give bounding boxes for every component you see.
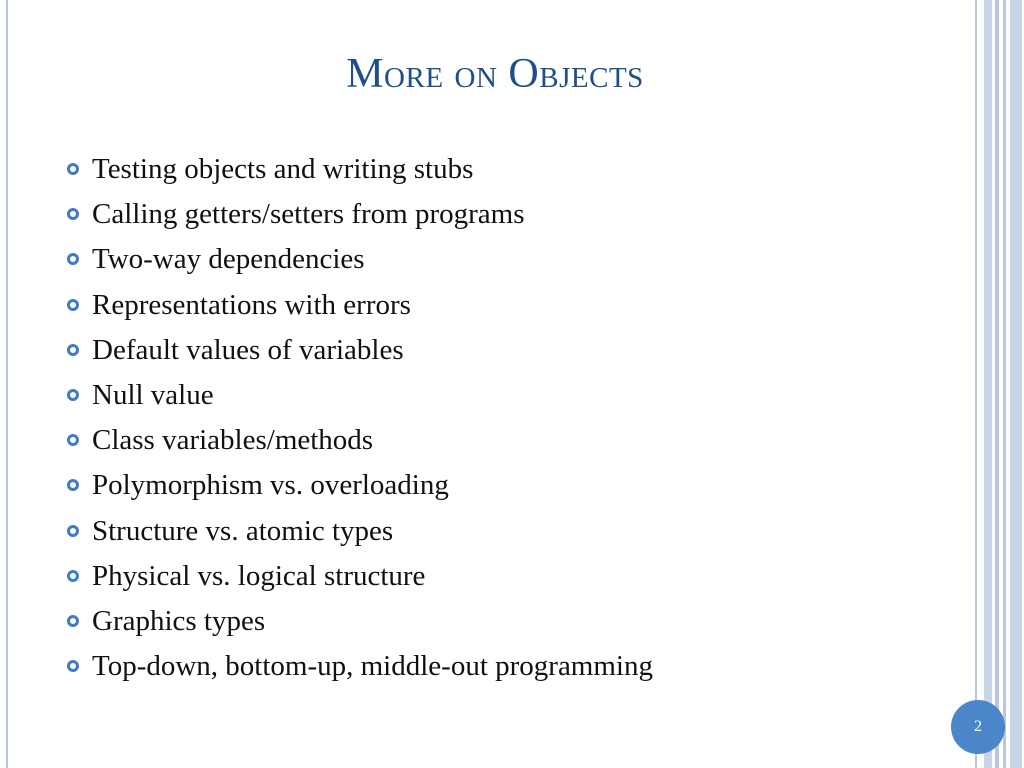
list-item xyxy=(64,284,653,329)
ring-bullet-icon xyxy=(67,163,79,175)
right-stripe xyxy=(995,0,999,768)
list-item-text: Polymorphism vs. overloading xyxy=(92,469,449,502)
list-item-text: Representations with errors xyxy=(92,288,411,321)
ring-bullet-icon xyxy=(67,389,79,401)
list-item-text: Physical vs. logical structure xyxy=(92,559,426,592)
list-item xyxy=(64,148,653,193)
list-item-text: Top-down, bottom-up, middle-out programming xyxy=(92,650,653,683)
right-stripe xyxy=(1003,0,1006,768)
list-item xyxy=(64,329,653,374)
list-item-text: Calling getters/setters from programs xyxy=(92,198,525,231)
list-item-text: Testing objects and writing stubs xyxy=(92,153,474,185)
ring-bullet-icon xyxy=(67,570,79,582)
left-frame-line xyxy=(6,0,8,768)
page-number-badge: 2 xyxy=(951,700,1005,754)
list-item xyxy=(64,374,653,419)
list-item-text: Two-way dependencies xyxy=(92,243,365,276)
ring-bullet-icon xyxy=(67,299,79,311)
right-stripe xyxy=(984,0,992,768)
list-item xyxy=(64,464,653,509)
right-stripe xyxy=(975,0,977,768)
list-item xyxy=(64,193,653,238)
list-item xyxy=(64,510,653,555)
list-item xyxy=(64,419,653,464)
list-item-text: Default values of variables xyxy=(92,333,404,366)
ring-bullet-icon xyxy=(67,525,79,537)
list-item-text: Structure vs. atomic types xyxy=(92,514,394,547)
list-item xyxy=(64,600,653,645)
list-item-text: Graphics types xyxy=(92,604,266,637)
ring-bullet-icon xyxy=(67,479,79,491)
ring-bullet-icon xyxy=(67,660,79,672)
list-item xyxy=(64,238,653,283)
list-item xyxy=(64,645,653,690)
ring-bullet-icon xyxy=(67,344,79,356)
list-item xyxy=(64,555,653,600)
ring-bullet-icon xyxy=(67,434,79,446)
list-item-text: Null value xyxy=(92,378,214,411)
bullet-list xyxy=(64,148,653,690)
ring-bullet-icon xyxy=(67,615,79,627)
right-stripe xyxy=(1010,0,1022,768)
ring-bullet-icon xyxy=(67,253,79,265)
ring-bullet-icon xyxy=(67,208,79,220)
slide-title: More on Objects xyxy=(346,51,644,97)
list-item-text: Class variables/methods xyxy=(92,424,374,457)
